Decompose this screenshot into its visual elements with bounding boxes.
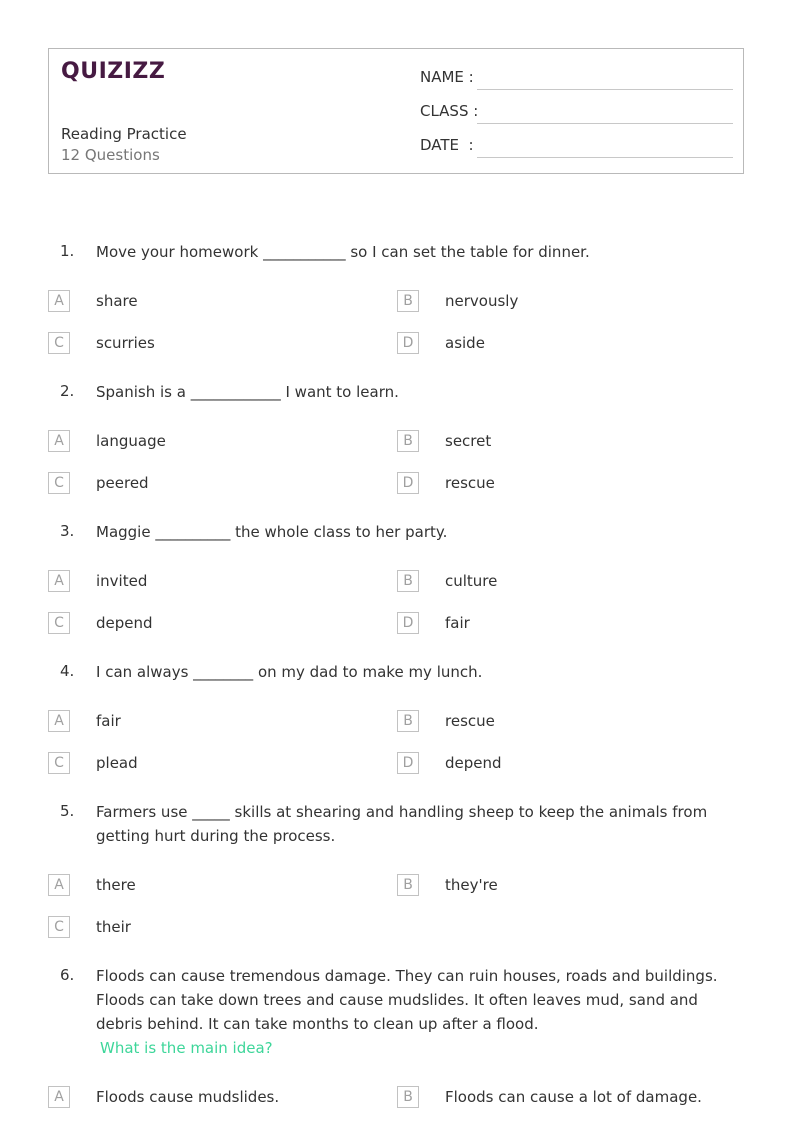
- class-field[interactable]: [477, 123, 733, 124]
- date-field[interactable]: [477, 157, 733, 158]
- option-c-text: depend: [96, 614, 153, 632]
- option-b-box[interactable]: B: [397, 430, 419, 452]
- option-d-text: depend: [445, 754, 502, 772]
- option-d-box[interactable]: D: [397, 332, 419, 354]
- question-number: 1.: [60, 242, 75, 260]
- option-d-text: fair: [445, 614, 470, 632]
- option-a-box[interactable]: A: [48, 710, 70, 732]
- name-label: NAME :: [420, 68, 474, 86]
- option-b-text: Floods can cause a lot of damage.: [445, 1088, 702, 1106]
- option-d-text: aside: [445, 334, 485, 352]
- main-idea-prompt: What is the main idea?: [100, 1039, 273, 1057]
- option-b-box[interactable]: B: [397, 874, 419, 896]
- option-b-box[interactable]: B: [397, 570, 419, 592]
- name-field[interactable]: [477, 89, 733, 90]
- question-number: 6.: [60, 966, 75, 984]
- option-b-text: culture: [445, 572, 498, 590]
- option-d-box[interactable]: D: [397, 472, 419, 494]
- option-c-text: plead: [96, 754, 138, 772]
- option-a-text: invited: [96, 572, 148, 590]
- option-a-text: Floods cause mudslides.: [96, 1088, 280, 1106]
- option-a-box[interactable]: A: [48, 874, 70, 896]
- quizizz-logo: QUIZIZZ: [61, 59, 166, 84]
- question-text: Spanish is a ____________ I want to learn.: [96, 383, 399, 401]
- option-b-text: rescue: [445, 712, 495, 730]
- option-a-box[interactable]: A: [48, 570, 70, 592]
- option-c-box[interactable]: C: [48, 612, 70, 634]
- option-d-box[interactable]: D: [397, 752, 419, 774]
- question-text: Maggie __________ the whole class to her party.: [96, 523, 448, 541]
- option-c-box[interactable]: C: [48, 752, 70, 774]
- option-b-text: secret: [445, 432, 492, 450]
- question-number: 2.: [60, 382, 75, 400]
- option-a-box[interactable]: A: [48, 290, 70, 312]
- option-a-box[interactable]: A: [48, 1086, 70, 1108]
- question-count: 12 Questions: [61, 146, 160, 164]
- option-a-box[interactable]: A: [48, 430, 70, 452]
- question-text: Move your homework ___________ so I can set the table for dinner.: [96, 243, 590, 261]
- date-label: DATE :: [420, 136, 474, 154]
- option-c-box[interactable]: C: [48, 332, 70, 354]
- option-c-box[interactable]: C: [48, 916, 70, 938]
- class-label: CLASS :: [420, 102, 479, 120]
- worksheet-title: Reading Practice: [61, 125, 187, 143]
- option-b-text: nervously: [445, 292, 519, 310]
- option-b-box[interactable]: B: [397, 1086, 419, 1108]
- question-text: I can always ________ on my dad to make my lunch.: [96, 663, 483, 681]
- question-number: 5.: [60, 802, 75, 820]
- option-a-text: fair: [96, 712, 121, 730]
- option-c-text: their: [96, 918, 131, 936]
- option-b-box[interactable]: B: [397, 710, 419, 732]
- worksheet-header: [48, 48, 744, 174]
- option-b-text: they're: [445, 876, 498, 894]
- option-c-box[interactable]: C: [48, 472, 70, 494]
- question-number: 4.: [60, 662, 75, 680]
- option-c-text: peered: [96, 474, 149, 492]
- option-d-box[interactable]: D: [397, 612, 419, 634]
- option-b-box[interactable]: B: [397, 290, 419, 312]
- option-a-text: there: [96, 876, 136, 894]
- question-text: [96, 964, 736, 1060]
- option-d-text: rescue: [445, 474, 495, 492]
- option-a-text: share: [96, 292, 138, 310]
- option-a-text: language: [96, 432, 166, 450]
- passage-text: Floods can cause tremendous damage. They can ruin houses, roads and buildings. Floods can take down trees and cause mudslides. It often leaves mud, sand and debris behind. It can take months to clean up after a flood.: [96, 967, 718, 1033]
- question-text: Farmers use _____ skills at shearing and handling sheep to keep the animals from getting hurt during the process.: [96, 803, 708, 845]
- option-c-text: scurries: [96, 334, 155, 352]
- question-number: 3.: [60, 522, 75, 540]
